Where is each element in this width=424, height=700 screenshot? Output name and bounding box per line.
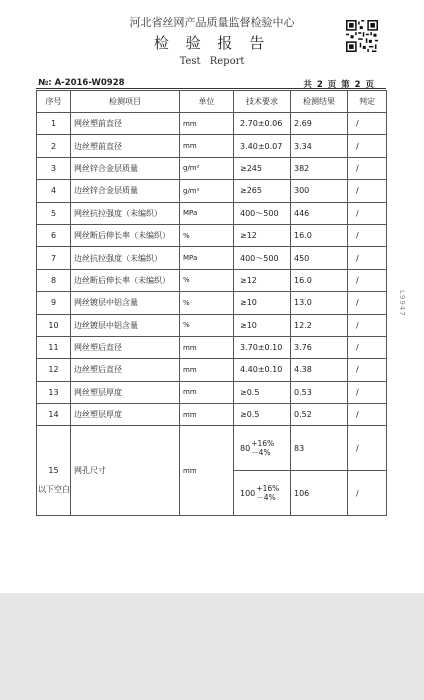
table-row bbox=[37, 135, 387, 157]
result: 106 bbox=[291, 471, 348, 516]
test-item: 网丝抗拉强度（未编织） bbox=[71, 202, 180, 224]
requirement: 2.70±0.06 bbox=[234, 113, 291, 135]
row-number: 3 bbox=[37, 157, 71, 179]
col-header-requirement: 技术要求 bbox=[234, 91, 291, 113]
test-item: 边丝塑前直径 bbox=[71, 135, 180, 157]
result: 16.0 bbox=[291, 269, 348, 291]
result: 446 bbox=[291, 202, 348, 224]
requirement: 3.70±0.10 bbox=[234, 336, 291, 358]
requirement bbox=[234, 471, 291, 516]
row-number: 11 bbox=[37, 336, 71, 358]
unit: g/m² bbox=[180, 180, 234, 202]
tolerance-plus: +16% bbox=[256, 484, 280, 494]
page-info: 共 2 页 第 2 页 bbox=[303, 80, 374, 90]
result: 3.76 bbox=[291, 336, 348, 358]
unit: % bbox=[180, 292, 234, 314]
col-header-verdict: 判定 bbox=[348, 91, 387, 113]
row-number: 12 bbox=[37, 359, 71, 381]
row-number: 8 bbox=[37, 269, 71, 291]
result: 2.69 bbox=[291, 113, 348, 135]
unit: mm bbox=[180, 381, 234, 403]
verdict: / bbox=[348, 202, 387, 224]
row-number: 13 bbox=[37, 381, 71, 403]
qr-code-icon bbox=[346, 20, 378, 52]
table-row bbox=[37, 359, 387, 381]
row-number: 14 bbox=[37, 404, 71, 426]
test-item: 边丝镀层中铝含量 bbox=[71, 314, 180, 336]
requirement: 400～500 bbox=[234, 247, 291, 269]
requirement: ≥10 bbox=[234, 314, 291, 336]
result: 300 bbox=[291, 180, 348, 202]
test-item: 网丝锌合金层质量 bbox=[71, 157, 180, 179]
unit: mm bbox=[180, 113, 234, 135]
table-row bbox=[37, 113, 387, 135]
unit: mm bbox=[180, 404, 234, 426]
report-title: 检 验 报 告 bbox=[153, 34, 271, 52]
requirement: 400～500 bbox=[234, 202, 291, 224]
result: 12.2 bbox=[291, 314, 348, 336]
col-header-result: 检测结果 bbox=[291, 91, 348, 113]
result: 3.34 bbox=[291, 135, 348, 157]
report-title-en: Test Report bbox=[179, 56, 245, 67]
tolerance-minus: －4% bbox=[251, 448, 271, 458]
test-item: 边丝塑层厚度 bbox=[71, 404, 180, 426]
table-row bbox=[37, 336, 387, 358]
col-header-item: 检测项目 bbox=[71, 91, 180, 113]
test-item: 网孔尺寸 bbox=[71, 426, 180, 516]
test-item: 网丝塑层厚度 bbox=[71, 381, 180, 403]
requirement: ≥265 bbox=[234, 180, 291, 202]
requirement: ≥245 bbox=[234, 157, 291, 179]
row-number: 1 bbox=[37, 113, 71, 135]
org-name: 河北省丝网产品质量监督检验中心 bbox=[129, 16, 295, 29]
result: 382 bbox=[291, 157, 348, 179]
verdict: / bbox=[348, 224, 387, 246]
table-header-row bbox=[37, 91, 387, 113]
result: 0.53 bbox=[291, 381, 348, 403]
requirement: ≥0.5 bbox=[234, 404, 291, 426]
row-number: 7 bbox=[37, 247, 71, 269]
verdict: / bbox=[348, 404, 387, 426]
test-item: 边丝塑后直径 bbox=[71, 359, 180, 381]
requirement: ≥12 bbox=[234, 224, 291, 246]
test-item: 网丝镀层中铝含量 bbox=[71, 292, 180, 314]
test-item: 网丝塑后直径 bbox=[71, 336, 180, 358]
header-rule bbox=[36, 88, 386, 89]
results-table bbox=[36, 90, 387, 516]
verdict: / bbox=[348, 180, 387, 202]
verdict: / bbox=[348, 113, 387, 135]
table-row bbox=[37, 247, 387, 269]
requirement: ≥0.5 bbox=[234, 381, 291, 403]
blank-below-note: 以下空白 bbox=[38, 485, 70, 494]
background-area bbox=[0, 593, 424, 700]
requirement-base: 80 bbox=[240, 443, 251, 453]
verdict: / bbox=[348, 426, 387, 471]
requirement: 4.40±0.10 bbox=[234, 359, 291, 381]
unit: MPa bbox=[180, 247, 234, 269]
unit: mm bbox=[180, 336, 234, 358]
requirement: 3.40±0.07 bbox=[234, 135, 291, 157]
tolerance-minus: －4% bbox=[256, 493, 276, 503]
requirement bbox=[234, 426, 291, 471]
row-number: 5 bbox=[37, 202, 71, 224]
col-header-no: 序号 bbox=[37, 91, 71, 113]
requirement: ≥10 bbox=[234, 292, 291, 314]
verdict: / bbox=[348, 135, 387, 157]
table-row bbox=[37, 224, 387, 246]
col-header-unit: 单位 bbox=[180, 91, 234, 113]
test-item: 边丝断后伸长率（未编织） bbox=[71, 269, 180, 291]
test-item: 网丝断后伸长率（未编织） bbox=[71, 224, 180, 246]
table-row bbox=[37, 381, 387, 403]
requirement: ≥12 bbox=[234, 269, 291, 291]
table-row bbox=[37, 426, 387, 471]
unit: mm bbox=[180, 135, 234, 157]
unit: % bbox=[180, 314, 234, 336]
report-number: №: A-2016-W0928 bbox=[38, 78, 125, 88]
table-row bbox=[37, 180, 387, 202]
table-row bbox=[37, 314, 387, 336]
test-item: 网丝塑前直径 bbox=[71, 113, 180, 135]
result: 16.0 bbox=[291, 224, 348, 246]
row-number: 2 bbox=[37, 135, 71, 157]
table-row bbox=[37, 292, 387, 314]
side-stamp: L9947 bbox=[398, 290, 406, 317]
table-row bbox=[37, 404, 387, 426]
verdict: / bbox=[348, 336, 387, 358]
result: 83 bbox=[291, 426, 348, 471]
verdict: / bbox=[348, 471, 387, 516]
unit: g/m² bbox=[180, 157, 234, 179]
row-number: 15 bbox=[37, 426, 71, 516]
verdict: / bbox=[348, 247, 387, 269]
verdict: / bbox=[348, 314, 387, 336]
table-row bbox=[37, 202, 387, 224]
unit: % bbox=[180, 224, 234, 246]
result: 450 bbox=[291, 247, 348, 269]
unit: MPa bbox=[180, 202, 234, 224]
verdict: / bbox=[348, 269, 387, 291]
table-row bbox=[37, 269, 387, 291]
test-item: 边丝抗拉强度（未编织） bbox=[71, 247, 180, 269]
result: 13.0 bbox=[291, 292, 348, 314]
result: 4.38 bbox=[291, 359, 348, 381]
verdict: / bbox=[348, 359, 387, 381]
verdict: / bbox=[348, 292, 387, 314]
row-number: 4 bbox=[37, 180, 71, 202]
row-number: 10 bbox=[37, 314, 71, 336]
unit: % bbox=[180, 269, 234, 291]
table-row bbox=[37, 157, 387, 179]
requirement-base: 100 bbox=[240, 488, 256, 498]
verdict: / bbox=[348, 381, 387, 403]
unit: mm bbox=[180, 426, 234, 516]
verdict: / bbox=[348, 157, 387, 179]
test-item: 边丝锌合金层质量 bbox=[71, 180, 180, 202]
row-number: 9 bbox=[37, 292, 71, 314]
tolerance-plus: +16% bbox=[251, 439, 275, 449]
unit: mm bbox=[180, 359, 234, 381]
row-number: 6 bbox=[37, 224, 71, 246]
result: 0.52 bbox=[291, 404, 348, 426]
